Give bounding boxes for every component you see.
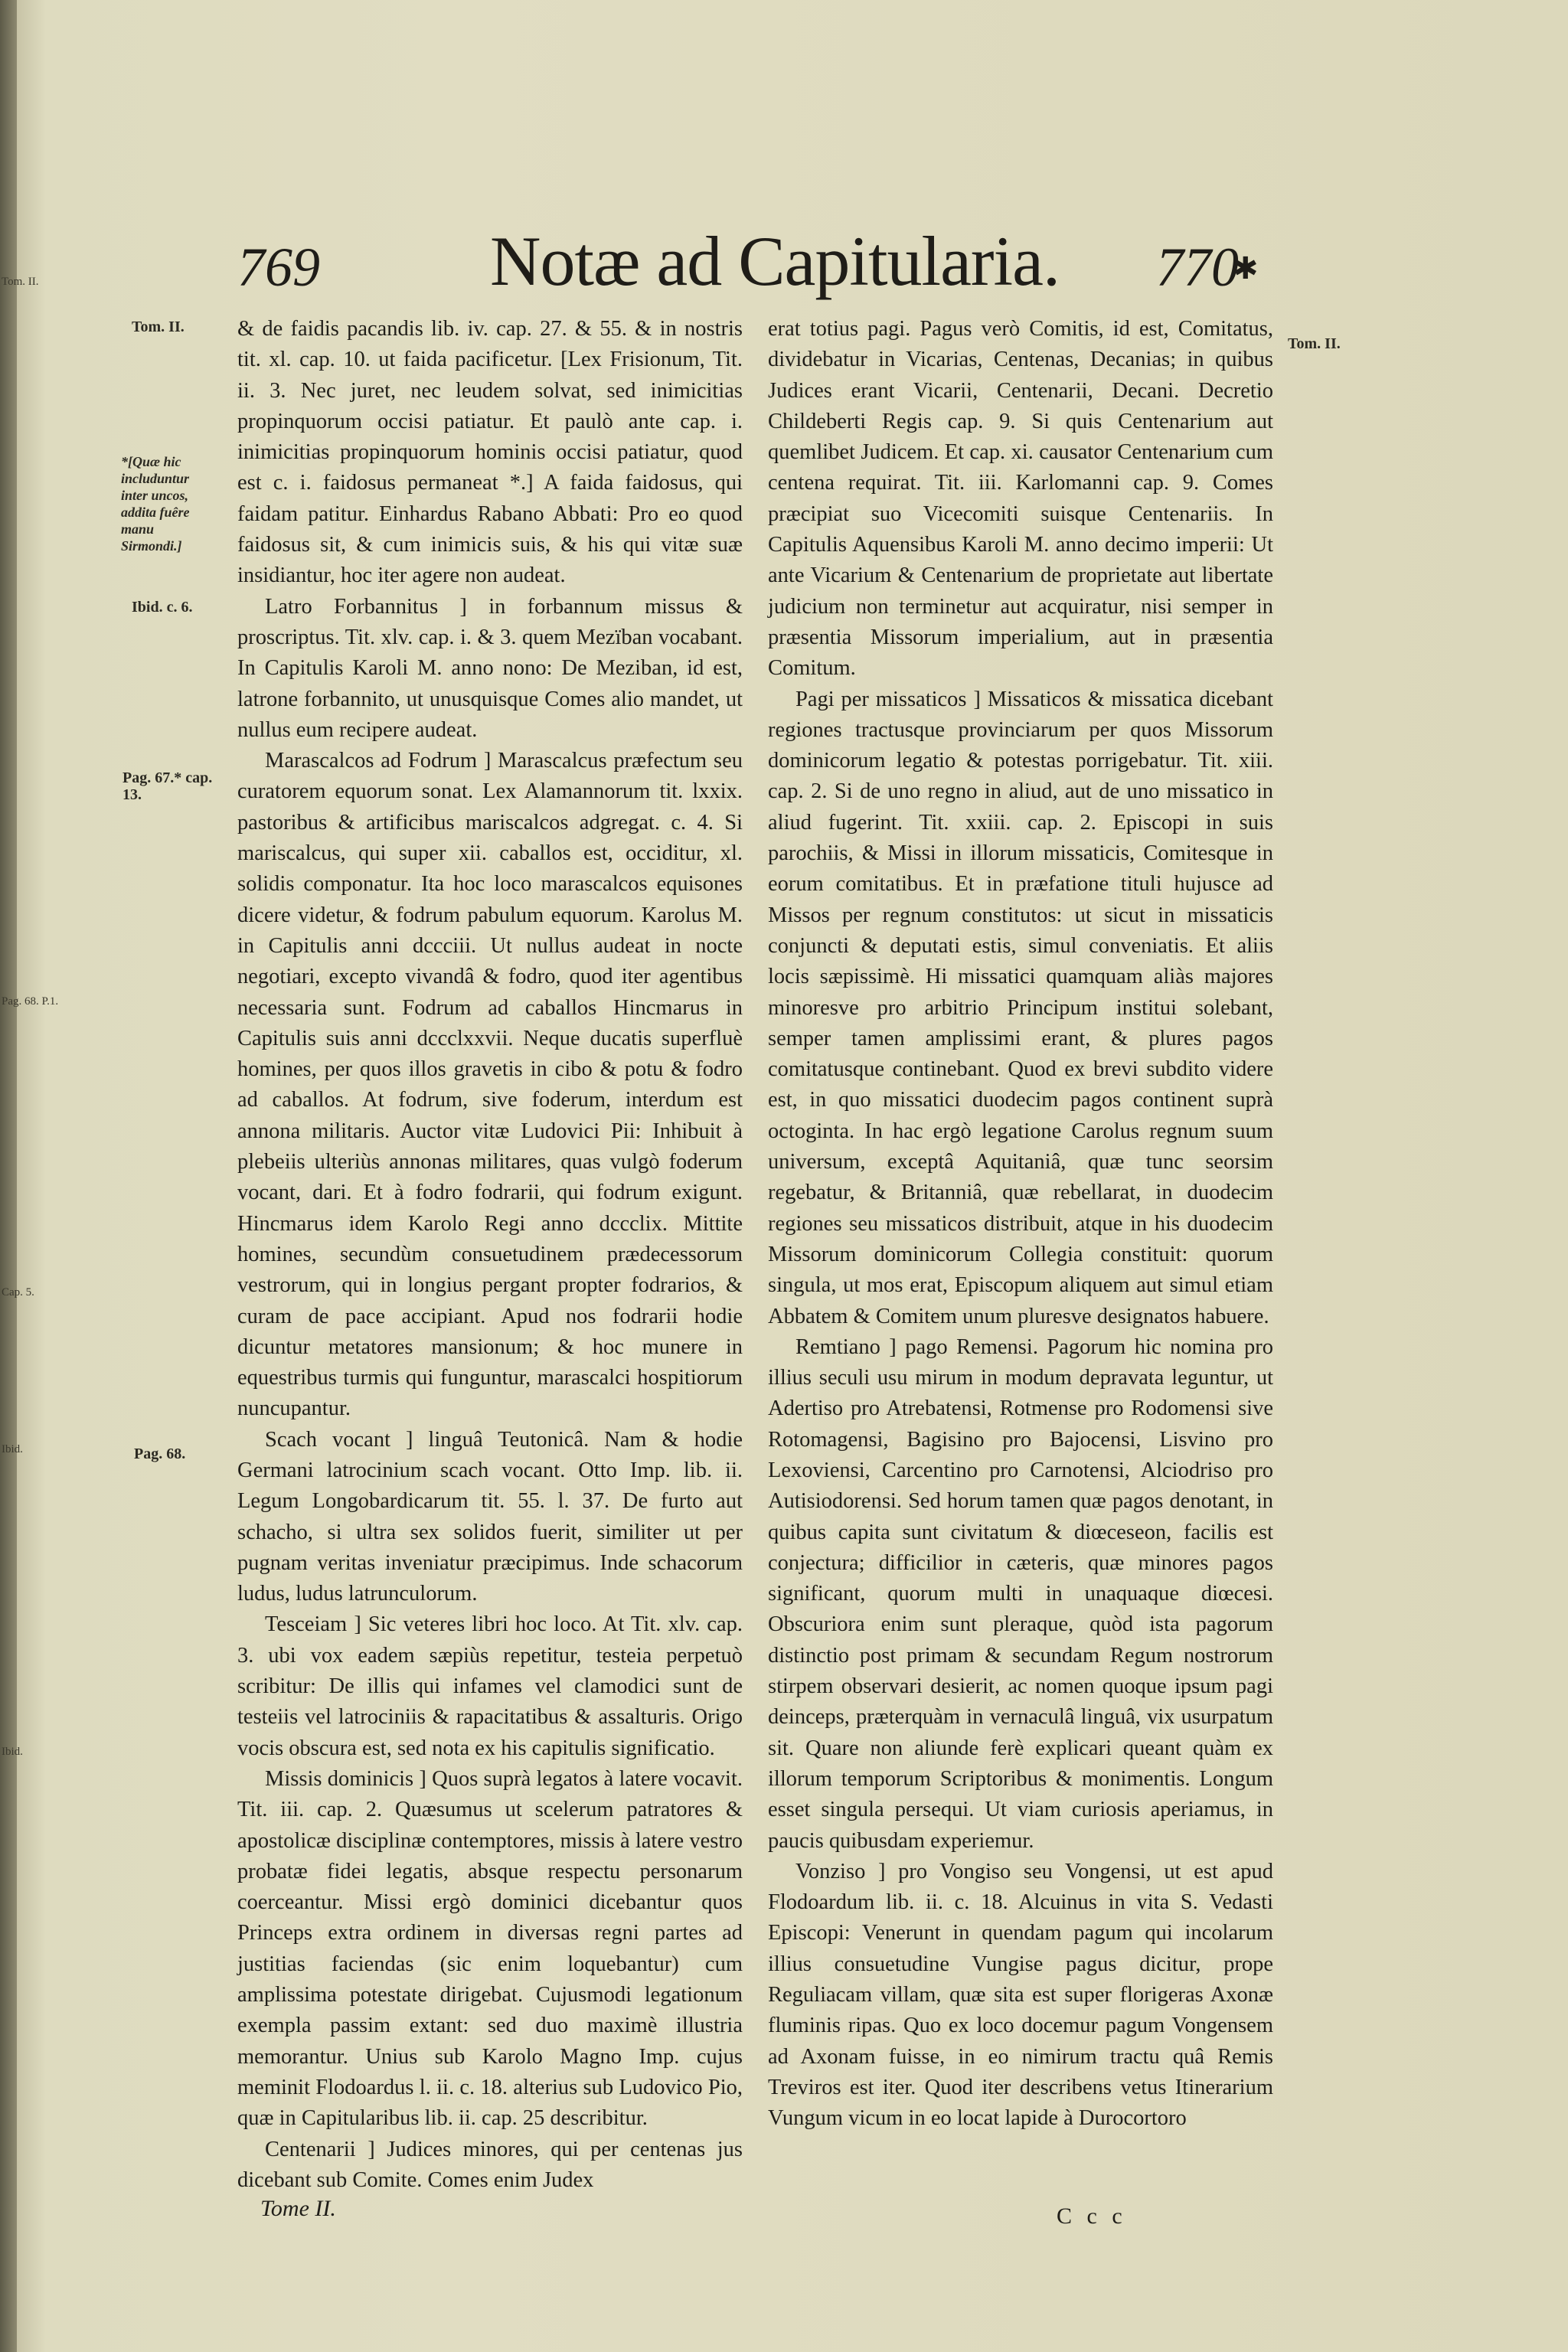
right-paragraph-2: Pagi per missaticos ] Missaticos & missatica dicebant regiones tractusque provinciarum per quos Missorum dominicorum legatio & potestas porrigebatur. Tit. xiii. cap. 2. Si de uno regno in aliud, aut de uno missatico in aliud fugerint. Tit. xxiii. cap. 2. Episcopi in suis parochiis, & Missi in illorum missaticis, Comitesque in eorum comitatibus. Et in præfatione tituli hujusce ad Missos per regnum constitutos: ut sicut in missaticis conjuncti & deputati estis, simul conveniatis. Et aliis locis sæpissimè. Hi missatici quamquam aliàs majores minoresve pro arbitrio Principum institui solebant, semper tamen amplissimi erant, & plures pagos comitatusque continebant. Quod ex brevi subdito videre est, in quo missatici duodecim pagos continent suprà octoginta. In hac ergò legatione Carolus regnum suum universum, exceptâ Aquitaniâ, quæ tunc seorsim regebatur, & Britanniâ, quæ rebellarat, in duodecim regiones seu missaticos distribuit, atque in his duodecim Missorum dominicorum Collegia constituit: quorum singula, ut mos erat, Episcopum aliquem aut simul etiam Abbatem & Comitem unum pluresve designatos habuere. xyxy=(768,687,1273,1328)
book-gutter xyxy=(0,0,17,2352)
far-left-margin-3: Cap. 5. xyxy=(2,1286,34,1298)
signature-mark: C c c xyxy=(1057,2203,1127,2229)
far-left-margin-5: Ibid. xyxy=(2,1746,23,1758)
right-paragraph-1: erat totius pagi. Pagus verò Comitis, id est, Comitatus, dividebatur in Vicarias, Centenas, Decanias; in quibus Judices erant Vicarii, Centenarii, Decani. Decretio Childeberti Regis cap. 9. Si quis Centenarium aut quemlibet Judicem. Et cap. xi. causator Centenarium cum centena requirat. Tit. iii. Karlomanni cap. 9. Comes præcipiat suo Vicecomiti suisque Centenariis. In Capitulis Aquensibus Karoli M. anno decimo imperii: Ut ante Vicarium & Centenarium de proprietate aut libertate judicium non terminetur aut acquiratur, nisi semper in præsentia Missorum imperialium, aut in præsentia Comitum. xyxy=(768,317,1273,681)
margin-pag67: Pag. 67.* cap. 13. xyxy=(122,769,213,803)
far-left-margin-2: Pag. 68. P.1. xyxy=(2,995,59,1008)
right-paragraph-4: Vonziso ] pro Vongiso seu Vongensi, ut est apud Flodoardum lib. ii. c. 18. Alcuinus in vita S. Vedasti Episcopi: Venerunt in quendam pagum qui incolarum illius consuetudine Vungise pagus dicitur, prope Reguliacam villam, quæ sita est super florigeras Axonæ fluminis ripas. Quo ex loco docemur pagum Vongensem ad Axonam fuisse, in eo nimirum tractu quâ Remis Treviros est iter. Quod iter describens vetus Itinerarium Vungum vicum in eo locat lapide à Durocortoro xyxy=(768,1859,1273,2131)
margin-tome-left: Tom. II. xyxy=(132,318,185,335)
left-paragraph-7: Centenarii ] Judices minores, qui per centenas jus dicebant sub Comite. Comes enim Judex xyxy=(237,2137,743,2192)
left-page-number: 769 xyxy=(237,237,320,298)
left-paragraph-3: Marascalcos ad Fodrum ] Marascalcus præfectum seu curatorem equorum sonat. Lex Alamannorum tit. lxxix. pastoribus & artificibus mariscalcos adgregat. c. 4. Si mariscalcus, qui super xii. caballos est, occiditur, xl. solidis componatur. Ita hoc loco marascalcos equisones dicere videtur, & fodrum pabulum equorum. Karolus M. in Capitulis anni dccciii. Ut nullus audeat in nocte negotiari, excepto vivandâ & fodro, quod iter agentibus necessaria sunt. Fodrum ad caballos Hincmarus in Capitulis suis anni dccclxxvii. Neque ducatis superfluè homines, per quos illos gravetis in cibo & potu & fodro ad caballos. At fodrum, sive foderum, interdum est annona militaris. Auctor vitæ Ludovici Pii: Inhibuit à plebeiis ulteriùs annonas militares, quas vulgò foderum vocant, dari. Et à fodro fodrarii, qui fodrum exigunt. Hincmarus idem Karolo Regi anno dccclix. Mittite homines, secundùm consuetudinem prædecessorum vestrorum, qui in longius pergant propter fodrarios, & curam de pace accipiant. Apud nos fodrarii hodie dicuntur metatores mansionum; & hoc munere in equestribus turmis qui funguntur, marascalci hospitiorum nuncupantur. xyxy=(237,749,743,1421)
footer-tome: Tome II. xyxy=(260,2196,336,2221)
margin-ibid: Ibid. c. 6. xyxy=(132,599,193,616)
right-paragraph-3: Remtiano ] pago Remensi. Pagorum hic nomina pro illius seculi usu mirum in modum depravata leguntur, ut Adertiso pro Atrebatensi, Rotmense pro Rodomensi sive Rotomagensi, Bagisino pro Bajocensi, Lisvino pro Lexoviensi, Carcentino pro Carnotensi, Alciodriso pro Autisiodorensi. Sed horum tamen quæ pagos denotant, in quibus capita sunt civitatum & diœceseon, facilis est conjectura; difficilior in cæteris, quæ minores pagos significant, quorum multi in unaquaque diœcesi. Obscuriora enim sunt pleraque, quòd ista pagorum distinctio post primam & secundam Regum nostrorum stirpem observari desierit, ac nomen quoque ipsum pagi deinceps, præterquàm in vernaculâ linguâ, vix usurpatum sit. Quare non aliunde ferè explicari queant quàm ex illorum temporum Scriptoribus & monimentis. Longum esset singula persequi. Ut viam curiosis aperiamus, in paucis quibusdam experiemur. xyxy=(768,1334,1273,1853)
far-left-margin-4: Ibid. xyxy=(2,1443,23,1455)
right-column xyxy=(768,314,1273,2135)
left-paragraph-1: & de faidis pacandis lib. iv. cap. 27. & 55. & in nostris tit. xl. cap. 10. ut faida pacificetur. [Lex Frisionum, Tit. ii. 3. Nec juret, nec leudem solvat, sed inimicitias propinquorum occisi patiatur. Et paulò ante cap. i. inimicitias propinquorum hominis occisi patiatur, quod est c. i. faidosus permaneat *.] A faida faidosus, qui faidam patitur. Einhardus Rabano Abbati: Pro eo quod faidosus sit, & cum inimicis suis, & his qui vitæ suæ insidiantur, hoc iter agere non audeat. xyxy=(237,317,743,588)
left-paragraph-5: Tesceiam ] Sic veteres libri hoc loco. At Tit. xlv. cap. 3. ubi vox eadem sæpiùs repetitur, testeia perpetuò scribitur: De illis qui infames vel clamodici sunt de testeiis vel latrociniis & rapacitatibus & assalturis. Origo vocis obscura est, sed nota ex his capitulis significatio. xyxy=(237,1612,743,1760)
far-left-margin-1: Tom. II. xyxy=(2,276,39,288)
margin-note-sirmond: *[Quæ hic includuntur inter uncos, addita fuêre manu Sirmondi.] xyxy=(121,454,190,554)
left-column xyxy=(237,314,743,2196)
asterisk-mark: ✱ xyxy=(1233,251,1259,286)
page-title: Notæ ad Capitularia. xyxy=(490,222,1060,300)
page-header xyxy=(230,222,1286,320)
left-paragraph-6: Missis dominicis ] Quos suprà legatos à latere vocavit. Tit. iii. cap. 2. Quæsumus ut scelerum patratores & apostolicæ disciplinæ contemptores, missis à latere vestro probatæ fidei legatis, absque respectu personarum coerceantur. Missi ergò dominici dicebantur quos Princeps extra ordinem in diversas regni partes ad justitias faciendas (sic enim loquebantur) cum amplissima potestate dirigebat. Cujusmodi legationum exempla passim extant: sed duo maximè illustria memorantur. Unius sub Karolo Magno Imp. cujus meminit Flodoardus l. ii. c. 18. alterius sub Ludovico Pio, quæ in Capitularibus lib. ii. cap. 25 describitur. xyxy=(237,1766,743,2131)
left-paragraph-4: Scach vocant ] linguâ Teutonicâ. Nam & hodie Germani latrocinium scach vocant. Otto Imp. lib. ii. Legum Longobardicarum tit. 55. l. 37. De furto aut schacho, si ultra sex solidos fuerit, similiter ut per pugnam veritas inveniatur præcipimus. Inde schacorum ludus, ludus latrunculorum. xyxy=(237,1427,743,1606)
right-page-number: 770 xyxy=(1156,237,1239,298)
margin-tome-right: Tom. II. xyxy=(1288,335,1341,352)
left-paragraph-2: Latro Forbannitus ] in forbannum missus & proscriptus. Tit. xlv. cap. i. & 3. quem Mezïban vocabant. In Capitulis Karoli M. anno nono: De Meziban, id est, latrone forbannito, ut unusquisque Comes alio mandet, ut nullus eum recipere audeat. xyxy=(237,594,743,742)
margin-pag68: Pag. 68. xyxy=(134,1446,186,1462)
